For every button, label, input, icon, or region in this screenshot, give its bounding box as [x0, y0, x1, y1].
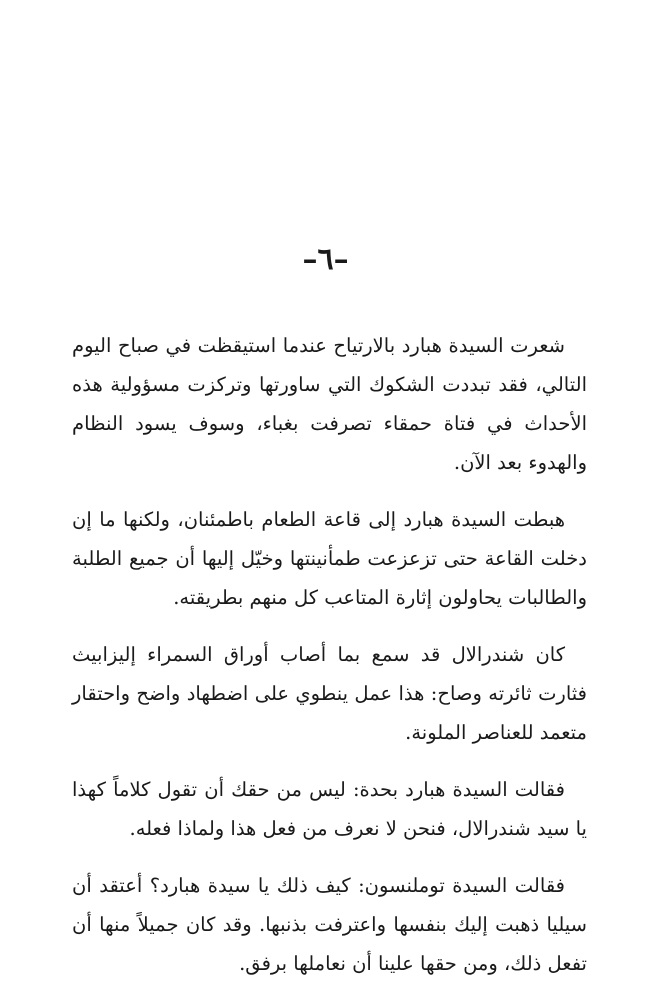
- paragraph-3: كان شندرالال قد سمع بما أصاب أوراق السمراء إليزابيث فثارت ثائرته وصاح: هذا عمل ينطوي على اضطهاد واضح واحتقار متعمد للعناصر الملونة.: [72, 643, 587, 744]
- body-text: [72, 326, 587, 1001]
- paragraph-5: فقالت السيدة توملنسون: كيف ذلك يا سيدة هبارد؟ أعتقد أن سيليا ذهبت إليك بنفسها واعترفت بذنبها. وقد كان جميلاً منها أن تفعل ذلك، ومن حقها علينا أن نعاملها برفق.: [72, 874, 587, 975]
- paragraph-4: فقالت السيدة هبارد بحدة: ليس من حقك أن تقول كلاماً كهذا يا سيد شندرالال، فنحن لا نعرف من فعل هذا ولماذا فعله.: [72, 778, 587, 840]
- chapter-number: –٦–: [302, 242, 349, 277]
- paragraph-1: شعرت السيدة هبارد بالارتياح عندما استيقظت في صباح اليوم التالي، فقد تبددت الشكوك التي ساورتها وتركزت مسؤولية هذه الأحداث في فتاة حمقاء تصرفت بغباء، وسوف يسود النظام والهدوء بعد الآن.: [72, 334, 587, 474]
- paragraph-2: هبطت السيدة هبارد إلى قاعة الطعام باطمئنان، ولكنها ما إن دخلت القاعة حتى تزعزعت طمأنينتها وخيّل إليها أن جميع الطلبة والطالبات يحاولون إثارة المتاعب كل منهم بطريقته.: [72, 508, 587, 609]
